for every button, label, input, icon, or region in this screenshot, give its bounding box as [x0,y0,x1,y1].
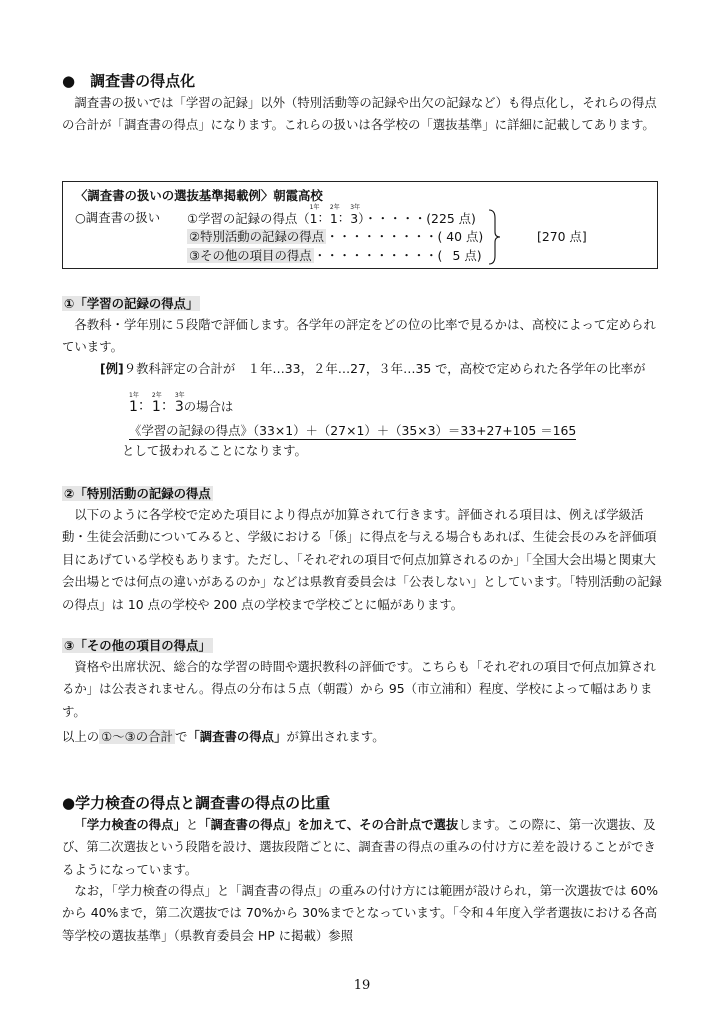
summary-suffix: が算出されます。 [286,729,385,744]
item3-heading-text: ③「その他の項目の得点」 [64,638,211,653]
ratio-separator: ： [160,398,175,414]
section-heading-weighting: ●学力検査の得点と調査書の得点の比重 [62,794,331,812]
item3-heading [62,636,213,654]
grade-1-weight: 1 [309,211,318,226]
ratio-separator: ： [317,210,330,225]
grade-ratio-inline [309,204,361,226]
formula-text: 《学習の記録の得点》（33×1）＋（27×1）＋（35×3）＝33+27+105 ＝165 [129,423,577,438]
grade-3-weight: 3 [174,399,184,415]
other-items-label: ③その他の項目の得点 [189,248,312,263]
item1-heading-text: ①「学習の記録の得点」 [64,296,199,311]
formula-line [129,421,576,439]
summary-mid: で [174,729,188,744]
item2-heading-text: ②「特別活動の記録の得点 [64,486,211,501]
weighting-text-2: します。この際に、第一次選抜、及び、第二次選抜という段階を設け、選抜段階ごとに、調査書の得点の重みの付け方に差を設けることができるようになっています。 [62,817,656,877]
item2-heading [62,484,213,502]
example-ratio [129,392,185,415]
weighting-bold-2: 「調査書の得点」を加えて、その合計点で選抜 [198,817,459,832]
ratio-suffix: の場合は [183,399,234,414]
example-row-learning-record [187,204,476,227]
item2-paragraph: 以下のように各学校で定めた項目により得点が加算されて行きます。評価される項目は、例えば学級活動・生徒会活動についてみると、学級における「係」に得点を与える場合もあれば、生徒会長のみを評価項目にあげている学校もあります。ただし、「それぞれの項目で何点加算されるのか」「全国大会出場と関東大会出場とでは何点の違いがあるのか」などは県教育委員会は「公表しない」としています。「特別活動の記録の得点」は 10 点の学校や 200 点の学校まで学校ごとに幅があります。 [62,507,662,612]
weighting-paragraph-1 [62,814,666,881]
example-row-other-items [187,246,482,264]
page-number: 19 [353,978,371,993]
item1-paragraph: 各教科・学年別に５段階で評価します。各学年の評定をどの位の比率で見るかは、高校によって定められています。 [62,317,656,355]
summary-bold: 「調査書の得点」 [187,729,287,744]
grade-1-label: 1年 [129,392,139,399]
summary-prefix: 以上の [62,729,100,744]
other-items-points: ・・・・・・・・・・( 5 点) [313,248,482,263]
example-label: [例] [100,361,124,376]
item3-paragraph: 資格や出席状況、総合的な学習の時間や選択教科の評価です。こちらも「それぞれの項目で何点加算されるか」は公表されません。得点の分布は５点（朝霞）から 95（市立浦和）程度、学校によって幅はあります。 [62,659,656,719]
special-activities-points: ・・・・・・・・・( 40 点) [326,229,484,244]
summary-line [62,727,385,745]
grade-2-label: 2年 [329,204,340,211]
grade-2-weight: 1 [151,399,161,415]
grade-3-weight: 3 [350,211,359,226]
total-points: [270 点] [537,229,587,244]
ratio-separator: ： [137,398,152,414]
weighting-text-1: と [185,817,199,832]
section-heading-report-score: ● 調査書の得点化 [62,72,196,90]
item1-conclusion: として扱われることになります。 [122,443,307,458]
example-box-title: 〈調査書の扱いの選抜基準掲載例〉朝霞高校 [75,188,323,203]
weighting-bold-1: 「学力検査の得点」 [74,817,186,832]
item1-example-line [100,359,646,377]
selection-criteria-example-box [62,181,658,269]
example-ratio-line [129,392,234,415]
special-activities-label: ②特別活動の記録の得点 [189,229,325,244]
summary-highlight: ①〜③の合計 [101,729,173,744]
item1-heading [62,294,200,312]
example-text: ９教科評定の合計が １年…33，２年…27，３年…35 で，高校で定められた各学年の比率が [123,361,646,376]
learning-record-label: ①学習の記録の得点（ [187,211,310,226]
grade-2-weight: 1 [329,211,338,226]
weighting-paragraph-2: なお，「学力検査の得点」と「調査書の得点」の重みの付け方には範囲が設けられ，第一次選抜では 60%から 40%まで，第二次選抜では 70%から 30%までとなっています。「令和４年度入学者選抜における各高等学校の選抜基準」（県教育委員会 HP に掲載）参照 [62,883,658,943]
total-brace-icon [487,208,501,266]
grade-2-label: 2年 [151,392,162,399]
grade-3-label: 3年 [350,204,361,211]
example-box-label: ○調査書の扱い [75,210,161,225]
example-row-special-activities [187,227,483,245]
section-intro-paragraph: 調査書の扱いでは「学習の記録」以外（特別活動等の記録や出欠の記録など）も得点化し，それらの得点の合計が「調査書の得点」になります。これらの扱いは各学校の「選抜基準」に詳細に記載してあります。 [62,95,657,133]
grade-3-label: 3年 [174,392,185,399]
grade-1-weight: 1 [129,399,138,415]
ratio-separator: ： [337,210,351,225]
learning-record-points: ）・・・・・(225 点) [358,211,476,226]
grade-1-label: 1年 [309,204,320,211]
